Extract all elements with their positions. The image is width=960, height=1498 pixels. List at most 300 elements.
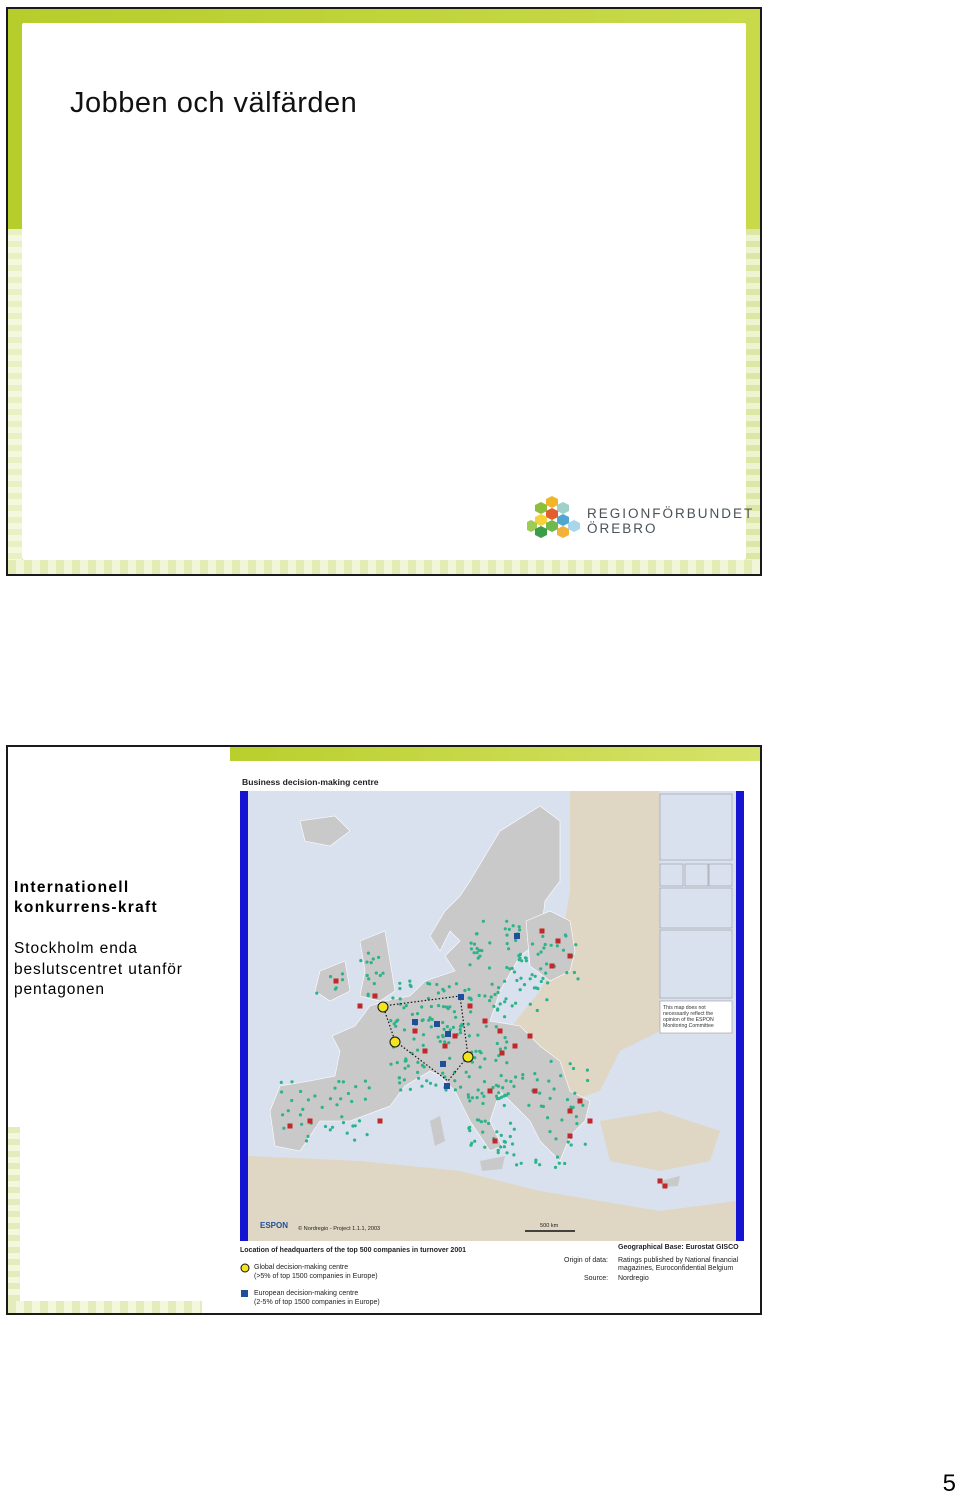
minor-centre-dot — [514, 939, 517, 942]
minor-centre-dot — [563, 1162, 566, 1165]
minor-centre-dot — [430, 1005, 433, 1008]
minor-centre-dot — [367, 994, 370, 997]
minor-centre-dot — [335, 1103, 338, 1106]
legend-global-line2: (>5% of top 1500 companies in Europe) — [254, 1273, 378, 1280]
europe-map — [240, 791, 750, 1241]
minor-centre-dot — [496, 991, 499, 994]
minor-centre-dot — [507, 1092, 510, 1095]
minor-centre-dot — [534, 975, 537, 978]
national-centre-square — [533, 1089, 538, 1094]
minor-centre-dot — [421, 1064, 424, 1067]
minor-centre-dot — [473, 1056, 476, 1059]
minor-centre-dot — [428, 982, 431, 985]
minor-centre-dot — [347, 1092, 350, 1095]
minor-centre-dot — [477, 957, 480, 960]
minor-centre-dot — [307, 1098, 310, 1101]
minor-centre-dot — [353, 1139, 356, 1142]
minor-centre-dot — [536, 987, 539, 990]
minor-centre-dot — [396, 1061, 399, 1064]
minor-centre-dot — [504, 1036, 507, 1039]
minor-centre-dot — [473, 951, 476, 954]
minor-centre-dot — [572, 1067, 575, 1070]
minor-centre-dot — [488, 966, 491, 969]
minor-centre-dot — [483, 1057, 486, 1060]
minor-centre-dot — [574, 943, 577, 946]
minor-centre-dot — [398, 1076, 401, 1079]
minor-centre-dot — [496, 1097, 499, 1100]
european-centre — [440, 1061, 446, 1067]
minor-centre-dot — [422, 1033, 425, 1036]
national-centre-square — [528, 1034, 533, 1039]
minor-centre-dot — [301, 1108, 304, 1111]
minor-centre-dot — [509, 1122, 512, 1125]
minor-centre-dot — [471, 1096, 474, 1099]
minor-centre-dot — [545, 998, 548, 1001]
national-centre-square — [568, 954, 573, 959]
minor-centre-dot — [364, 1080, 367, 1083]
minor-centre-dot — [331, 1126, 334, 1129]
minor-centre-dot — [556, 1156, 559, 1159]
minor-centre-dot — [519, 953, 522, 956]
minor-centre-dot — [505, 1061, 508, 1064]
national-centre-square — [488, 1089, 493, 1094]
minor-centre-dot — [482, 920, 485, 923]
minor-centre-dot — [505, 920, 508, 923]
minor-centre-dot — [509, 1135, 512, 1138]
national-centre-square — [334, 979, 339, 984]
minor-centre-dot — [441, 988, 444, 991]
minor-centre-dot — [477, 1088, 480, 1091]
minor-centre-dot — [512, 924, 515, 927]
minor-centre-dot — [478, 994, 481, 997]
minor-centre-dot — [442, 1005, 445, 1008]
minor-centre-dot — [468, 1129, 471, 1132]
minor-centre-dot — [527, 1104, 530, 1107]
minor-centre-dot — [514, 1002, 517, 1005]
minor-centre-dot — [467, 1023, 470, 1026]
minor-centre-dot — [420, 1085, 423, 1088]
minor-centre-dot — [503, 1094, 506, 1097]
minor-centre-dot — [342, 1121, 345, 1124]
european-centre — [444, 1083, 450, 1089]
minor-centre-dot — [554, 1166, 557, 1169]
minor-centre-dot — [513, 1128, 516, 1131]
minor-centre-dot — [476, 1034, 479, 1037]
national-centre-square — [513, 1044, 518, 1049]
legend-global-icon — [240, 1263, 250, 1273]
minor-centre-dot — [441, 1072, 444, 1075]
minor-centre-dot — [354, 1085, 357, 1088]
map-insets — [660, 794, 732, 1033]
slide-top-bar — [230, 747, 760, 761]
minor-centre-dot — [488, 999, 491, 1002]
minor-centre-dot — [403, 1067, 406, 1070]
european-centre-stockholm — [514, 933, 520, 939]
minor-centre-dot — [420, 1005, 423, 1008]
minor-centre-dot — [504, 927, 507, 930]
minor-centre-dot — [468, 1034, 471, 1037]
minor-centre-dot — [389, 1063, 392, 1066]
minor-centre-dot — [536, 1078, 539, 1081]
minor-centre-dot — [584, 1143, 587, 1146]
national-centre-square — [540, 929, 545, 934]
minor-centre-dot — [358, 1119, 361, 1122]
minor-centre-dot — [470, 942, 473, 945]
european-centre — [445, 1031, 451, 1037]
minor-centre-dot — [491, 983, 494, 986]
minor-centre-dot — [514, 1075, 517, 1078]
minor-centre-dot — [447, 1041, 450, 1044]
minor-centre-dot — [483, 1146, 486, 1149]
logo-text-line2: ÖREBRO — [587, 521, 658, 536]
minor-centre-dot — [480, 1120, 483, 1123]
minor-centre-dot — [512, 1153, 515, 1156]
legend-european-line2: (2-5% of top 1500 companies in Europe) — [254, 1299, 380, 1306]
map-title: Business decision-making centre — [242, 777, 379, 787]
minor-centre-dot — [497, 1085, 500, 1088]
minor-centre-dot — [503, 1000, 506, 1003]
minor-centre-dot — [575, 1115, 578, 1118]
minor-centre-dot — [519, 977, 522, 980]
national-centre-square — [500, 1051, 505, 1056]
minor-centre-dot — [586, 1079, 589, 1082]
minor-centre-dot — [546, 1116, 549, 1119]
minor-centre-dot — [422, 1044, 425, 1047]
slide-heading: Internationell konkurrens-kraft — [14, 879, 158, 916]
map-origin-value-line1: Ratings published by National financial — [618, 1257, 739, 1264]
minor-centre-dot — [409, 984, 412, 987]
minor-centre-dot — [495, 1025, 498, 1028]
map-caption: Location of headquarters of the top 500 companies in turnover 2001 — [240, 1247, 466, 1254]
minor-centre-dot — [505, 1151, 508, 1154]
minor-centre-dot — [366, 1133, 369, 1136]
minor-centre-dot — [437, 991, 440, 994]
minor-centre-dot — [505, 1079, 508, 1082]
minor-centre-dot — [521, 1077, 524, 1080]
minor-centre-dot — [481, 1102, 484, 1105]
minor-centre-dot — [511, 1142, 514, 1145]
minor-centre-dot — [459, 1031, 462, 1034]
minor-centre-dot — [560, 1118, 563, 1121]
national-centre-square — [588, 1119, 593, 1124]
national-centre-square — [423, 1049, 428, 1054]
minor-centre-dot — [483, 1080, 486, 1083]
minor-centre-dot — [416, 1012, 419, 1015]
minor-centre-dot — [437, 1036, 440, 1039]
minor-centre-dot — [550, 1060, 553, 1063]
minor-centre-dot — [495, 1130, 498, 1133]
minor-centre-dot — [399, 1088, 402, 1091]
minor-centre-dot — [411, 1013, 414, 1016]
map-origin-value-line2: magazines, Euroconfidential Belgium — [618, 1265, 734, 1272]
minor-centre-dot — [505, 934, 508, 937]
minor-centre-dot — [478, 1050, 481, 1053]
minor-centre-dot — [329, 1128, 332, 1131]
minor-centre-dot — [559, 1074, 562, 1077]
national-centre-square — [358, 1004, 363, 1009]
map-disclaimer-line4: Monitoring Committee — [663, 1023, 714, 1029]
minor-centre-dot — [346, 1132, 349, 1135]
minor-centre-dot — [341, 972, 344, 975]
minor-centre-dot — [412, 1037, 415, 1040]
minor-centre-dot — [544, 943, 547, 946]
minor-centre-dot — [441, 1034, 444, 1037]
minor-centre-dot — [529, 1003, 532, 1006]
minor-centre-dot — [500, 1134, 503, 1137]
minor-centre-dot — [329, 1097, 332, 1100]
minor-centre-dot — [430, 1025, 433, 1028]
minor-centre-dot — [515, 1163, 518, 1166]
minor-centre-dot — [503, 1140, 506, 1143]
minor-centre-dot — [529, 977, 532, 980]
national-centre-square — [483, 1019, 488, 1024]
minor-centre-dot — [282, 1127, 285, 1130]
minor-centre-dot — [512, 1085, 515, 1088]
minor-centre-dot — [496, 1007, 499, 1010]
minor-centre-dot — [548, 1130, 551, 1133]
regionforbundet-logo — [527, 493, 757, 553]
minor-centre-dot — [408, 980, 411, 983]
minor-centre-dot — [586, 1069, 589, 1072]
minor-centre-dot — [416, 1049, 419, 1052]
minor-centre-dot — [459, 1086, 462, 1089]
minor-centre-dot — [281, 1113, 284, 1116]
minor-centre-dot — [540, 980, 543, 983]
national-centre-square — [550, 964, 555, 969]
minor-centre-dot — [531, 942, 534, 945]
minor-centre-dot — [439, 1040, 442, 1043]
minor-centre-dot — [558, 1162, 561, 1165]
minor-centre-dot — [280, 1081, 283, 1084]
logo-text-line1: REGIONFÖRBUNDET — [587, 506, 755, 521]
minor-centre-dot — [372, 957, 375, 960]
minor-centre-dot — [475, 932, 478, 935]
minor-centre-dot — [448, 985, 451, 988]
minor-centre-dot — [497, 1151, 500, 1154]
minor-centre-dot — [366, 974, 369, 977]
minor-centre-dot — [306, 1135, 309, 1138]
minor-centre-dot — [375, 971, 378, 974]
minor-centre-dot — [518, 956, 521, 959]
minor-centre-dot — [494, 1059, 497, 1062]
minor-centre-dot — [550, 944, 553, 947]
minor-centre-dot — [453, 1010, 456, 1013]
minor-centre-dot — [504, 997, 507, 1000]
minor-centre-dot — [480, 1092, 483, 1095]
hexagon-logo-icon — [527, 493, 583, 549]
minor-centre-dot — [315, 992, 318, 995]
slide-2 — [6, 745, 762, 1315]
national-centre-square — [493, 1139, 498, 1144]
minor-centre-dot — [452, 1026, 455, 1029]
minor-centre-dot — [403, 1028, 406, 1031]
minor-centre-dot — [476, 1096, 479, 1099]
minor-centre-dot — [354, 1124, 357, 1127]
minor-centre-dot — [482, 1095, 485, 1098]
minor-centre-dot — [573, 971, 576, 974]
minor-centre-dot — [324, 1125, 327, 1128]
national-centre-square — [568, 1109, 573, 1114]
map-origin-label: Origin of data: — [564, 1257, 608, 1264]
minor-centre-dot — [556, 944, 559, 947]
minor-centre-dot — [541, 935, 544, 938]
national-centre-square — [308, 1119, 313, 1124]
minor-centre-dot — [449, 1028, 452, 1031]
minor-centre-dot — [485, 1025, 488, 1028]
minor-centre-dot — [503, 1145, 506, 1148]
minor-centre-dot — [544, 972, 547, 975]
minor-centre-dot — [538, 1092, 541, 1095]
national-centre-square — [663, 1184, 668, 1189]
global-centre-munich — [463, 1052, 473, 1062]
minor-centre-dot — [508, 967, 511, 970]
minor-centre-dot — [468, 963, 471, 966]
minor-centre-dot — [542, 946, 545, 949]
minor-centre-dot — [575, 1122, 578, 1125]
map-source-label: Source: — [584, 1275, 609, 1282]
national-centre-square — [468, 1004, 473, 1009]
minor-centre-dot — [541, 977, 544, 980]
minor-centre-dot — [503, 1104, 506, 1107]
minor-centre-dot — [492, 1005, 495, 1008]
minor-centre-dot — [467, 1093, 470, 1096]
minor-centre-dot — [470, 1142, 473, 1145]
minor-centre-dot — [455, 982, 458, 985]
minor-centre-dot — [425, 1079, 428, 1082]
minor-centre-dot — [533, 1072, 536, 1075]
map-disclaimer-line3: opinion of the ESPON — [663, 1017, 714, 1023]
minor-centre-dot — [476, 1118, 479, 1121]
page-number: 5 — [942, 1470, 956, 1497]
minor-centre-dot — [416, 1061, 419, 1064]
minor-centre-dot — [417, 1077, 420, 1080]
minor-centre-dot — [497, 1091, 500, 1094]
minor-centre-dot — [393, 1022, 396, 1025]
minor-centre-dot — [299, 1090, 302, 1093]
legend-european-line1: European decision-making centre — [254, 1290, 359, 1297]
minor-centre-dot — [540, 950, 543, 953]
map-source-value: Nordregio — [618, 1275, 649, 1282]
minor-centre-dot — [465, 1071, 468, 1074]
national-centre-square — [568, 1134, 573, 1139]
minor-centre-dot — [499, 1002, 502, 1005]
minor-centre-dot — [477, 949, 480, 952]
minor-centre-dot — [503, 980, 506, 983]
national-centre-square — [413, 1029, 418, 1034]
minor-centre-dot — [499, 1145, 502, 1148]
minor-centre-dot — [581, 1104, 584, 1107]
minor-centre-dot — [364, 1098, 367, 1101]
legend-european-icon — [240, 1289, 250, 1299]
minor-centre-dot — [398, 982, 401, 985]
minor-centre-dot — [333, 1087, 336, 1090]
minor-centre-dot — [508, 928, 511, 931]
minor-centre-dot — [460, 1023, 463, 1026]
minor-centre-dot — [509, 1080, 512, 1083]
minor-centre-dot — [519, 988, 522, 991]
minor-centre-dot — [481, 1131, 484, 1134]
minor-centre-dot — [474, 1050, 477, 1053]
minor-centre-dot — [520, 1162, 523, 1165]
minor-centre-dot — [518, 928, 521, 931]
minor-centre-dot — [505, 1040, 508, 1043]
minor-centre-dot — [521, 1073, 524, 1076]
minor-centre-dot — [520, 959, 523, 962]
minor-centre-dot — [337, 1080, 340, 1083]
map-left-bar — [240, 791, 248, 1241]
minor-centre-dot — [483, 994, 486, 997]
minor-centre-dot — [484, 1120, 487, 1123]
minor-centre-dot — [553, 1087, 556, 1090]
european-centre — [434, 1021, 440, 1027]
minor-centre-dot — [342, 1080, 345, 1083]
minor-centre-dot — [500, 1074, 503, 1077]
minor-centre-dot — [538, 1163, 541, 1166]
minor-centre-dot — [329, 975, 332, 978]
minor-centre-dot — [536, 1009, 539, 1012]
frame-pattern-bottom — [8, 560, 760, 574]
minor-centre-dot — [480, 949, 483, 952]
map-disclaimer-line2: necessarily reflect the — [663, 1011, 714, 1017]
minor-centre-dot — [429, 1082, 432, 1085]
minor-centre-dot — [377, 956, 380, 959]
minor-centre-dot — [359, 959, 362, 962]
minor-centre-dot — [504, 1046, 507, 1049]
minor-centre-dot — [398, 1081, 401, 1084]
minor-centre-dot — [570, 1143, 573, 1146]
minor-centre-dot — [287, 1109, 290, 1112]
national-centre-square — [443, 1044, 448, 1049]
minor-centre-dot — [365, 961, 368, 964]
minor-centre-dot — [399, 997, 402, 1000]
minor-centre-dot — [468, 1075, 471, 1078]
map-right-bar — [736, 791, 744, 1241]
minor-centre-dot — [280, 1090, 283, 1093]
minor-centre-dot — [545, 962, 548, 965]
minor-centre-dot — [416, 1071, 419, 1074]
minor-centre-dot — [534, 1161, 537, 1164]
minor-centre-dot — [573, 1092, 576, 1095]
minor-centre-dot — [470, 998, 473, 1001]
minor-centre-dot — [407, 1064, 410, 1067]
minor-centre-dot — [506, 942, 509, 945]
minor-centre-dot — [501, 1086, 504, 1089]
national-centre-square — [453, 1034, 458, 1039]
minor-centre-dot — [513, 970, 516, 973]
minor-centre-dot — [403, 1078, 406, 1081]
minor-centre-dot — [435, 983, 438, 986]
minor-centre-dot — [473, 1140, 476, 1143]
minor-centre-dot — [524, 956, 527, 959]
national-centre-square — [498, 1029, 503, 1034]
minor-centre-dot — [576, 977, 579, 980]
minor-centre-dot — [454, 1088, 457, 1091]
minor-centre-dot — [565, 971, 568, 974]
minor-centre-dot — [463, 989, 466, 992]
minor-centre-dot — [370, 961, 373, 964]
minor-centre-dot — [290, 1080, 293, 1083]
legend-global-line1: Global decision-making centre — [254, 1264, 349, 1271]
minor-centre-dot — [409, 1088, 412, 1091]
minor-centre-dot — [531, 973, 534, 976]
minor-centre-dot — [402, 1006, 405, 1009]
national-centre-square — [658, 1179, 663, 1184]
minor-centre-dot — [549, 1097, 552, 1100]
national-centre-square — [288, 1124, 293, 1129]
minor-centre-dot — [448, 1057, 451, 1060]
minor-centre-dot — [497, 986, 500, 989]
minor-centre-dot — [487, 1122, 490, 1125]
